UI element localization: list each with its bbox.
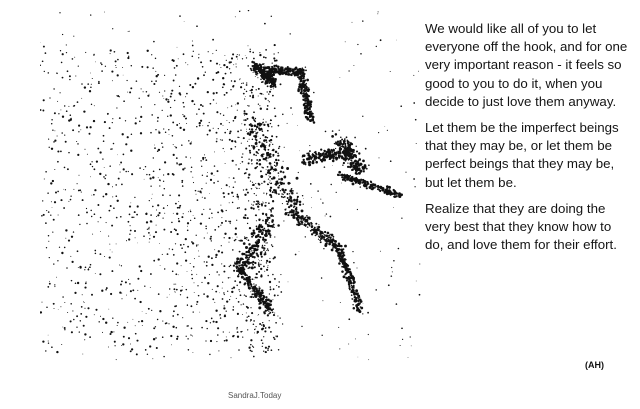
quote-attribution: (AH) (585, 360, 604, 370)
quote-paragraph-1: We would like all of you to let everyone off the hook, and for one very important reason - it feels so good to you to do it, when you decide to just love them anyway. (425, 21, 628, 109)
particle-runner-icon (40, 10, 440, 370)
quote-paragraph-3: Realize that they are doing the very best that they know how to do, and love them for their effort. (425, 200, 617, 253)
particle-dots (40, 10, 420, 360)
site-watermark: SandraJ.Today (228, 391, 282, 400)
quote-text-block (425, 20, 632, 262)
particle-figure-image (40, 10, 440, 370)
quote-paragraph-2: Let them be the imperfect beings that they may be, or let them be perfect beings that they may be, but let them be. (425, 120, 619, 190)
